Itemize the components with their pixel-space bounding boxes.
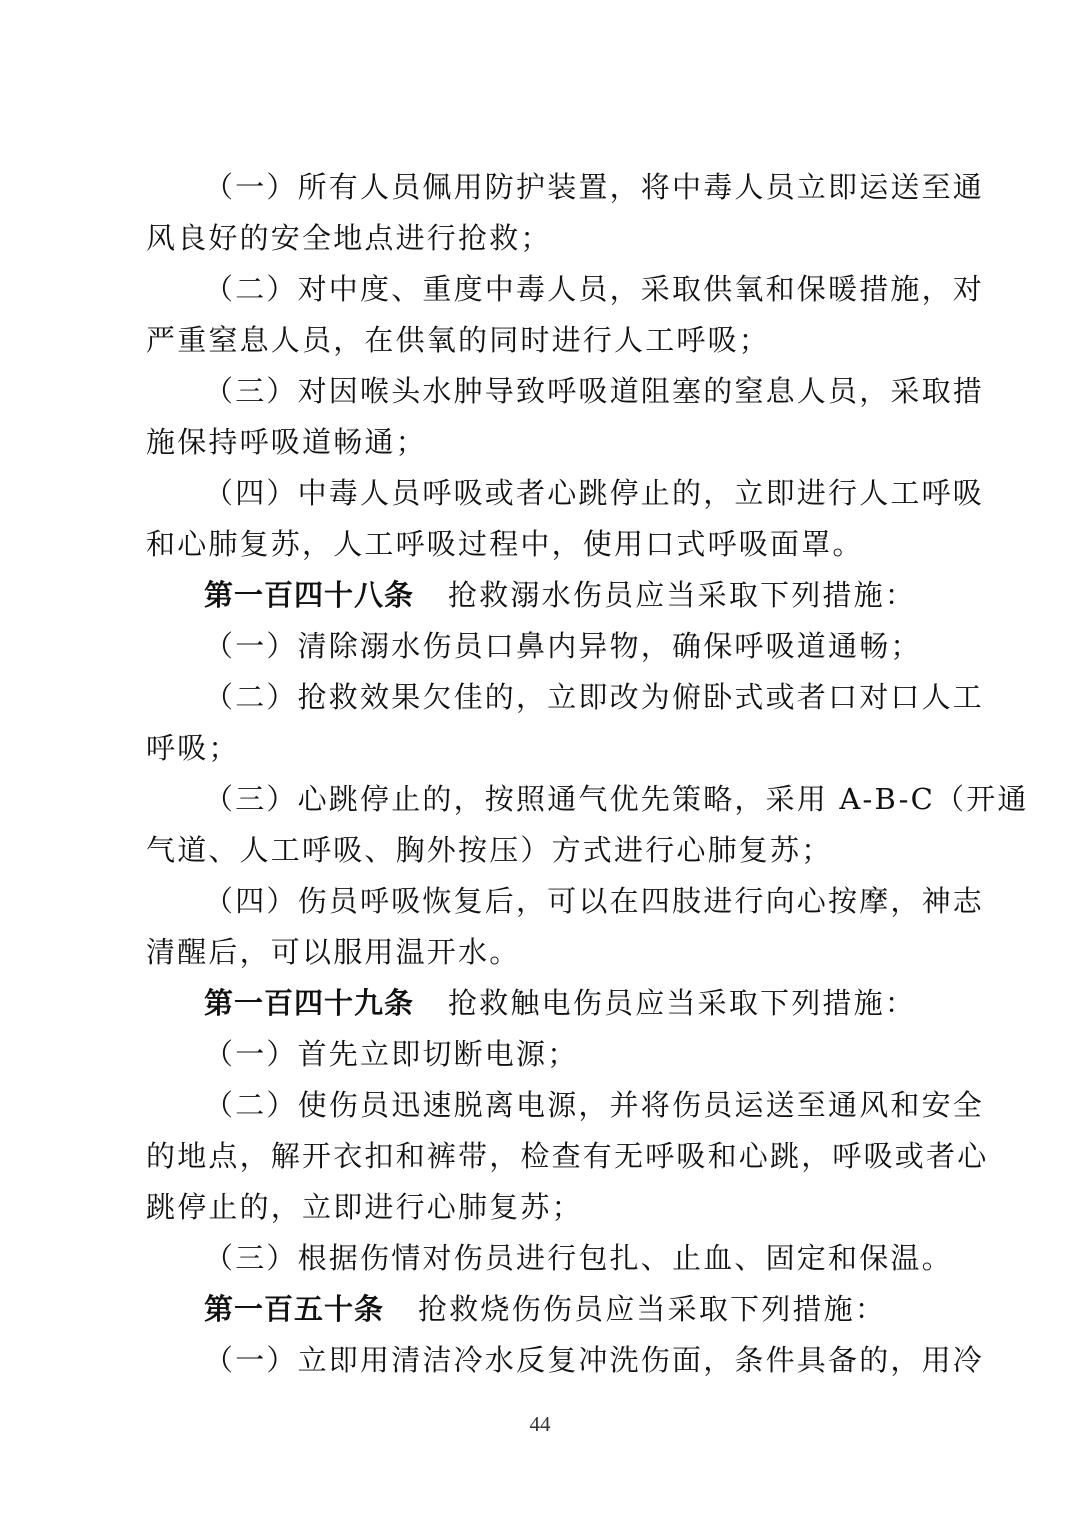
paragraph-line: 的地点，解开衣扣和裤带，检查有无呼吸和心跳，呼吸或者心 xyxy=(146,1139,989,1173)
paragraph-line: （四）中毒人员呼吸或者心跳停止的，立即进行人工呼吸 xyxy=(204,476,985,510)
paragraph-line: （三）对因喉头水肿导致呼吸道阻塞的窒息人员，采取措 xyxy=(204,374,985,408)
article-heading-148 xyxy=(146,570,936,621)
article-heading-149 xyxy=(146,978,936,1029)
article-heading-150 xyxy=(146,1284,936,1335)
paragraph-line: 风良好的安全地点进行抢救； xyxy=(146,221,552,255)
paragraph-line: 施保持呼吸道畅通； xyxy=(146,425,427,459)
paragraph-line: （一）清除溺水伤员口鼻内异物，确保呼吸道通畅； xyxy=(204,629,922,663)
body-text xyxy=(146,162,1029,1386)
paragraph-line: （二）抢救效果欠佳的，立即改为俯卧式或者口对口人工 xyxy=(204,680,985,714)
article-number: 第一百四十九条 xyxy=(204,986,415,1020)
paragraph-line: 清醒后，可以服用温开水。 xyxy=(146,935,521,969)
paragraph-line: 严重窒息人员，在供氧的同时进行人工呼吸； xyxy=(146,323,771,357)
paragraph-line: 跳停止的，立即进行心肺复苏； xyxy=(146,1190,583,1224)
paragraph-line: 气道、人工呼吸、胸外按压）方式进行心肺复苏； xyxy=(146,833,833,867)
paragraph-line: 呼吸； xyxy=(146,731,240,765)
article-intro: 抢救触电伤员应当采取下列措施： xyxy=(448,986,917,1020)
paragraph-line: （一）所有人员佩用防护装置，将中毒人员立即运送至通 xyxy=(204,170,985,204)
page-number: 44 xyxy=(529,1412,551,1436)
paragraph-line: （三）根据伤情对伤员进行包扎、止血、固定和保温。 xyxy=(204,1241,953,1275)
paragraph-line: （四）伤员呼吸恢复后，可以在四肢进行向心按摩，神志 xyxy=(204,884,985,918)
paragraph-line: （二）对中度、重度中毒人员，采取供氧和保暖措施，对 xyxy=(204,272,985,306)
article-number: 第一百四十八条 xyxy=(204,578,415,612)
paragraph-line: （一）立即用清洁冷水反复冲洗伤面，条件具备的，用冷 xyxy=(204,1343,985,1377)
paragraph-line: （三）心跳停止的，按照通气优先策略，采用 A-B-C（开通 xyxy=(204,782,1029,816)
article-intro: 抢救烧伤伤员应当采取下列措施： xyxy=(418,1292,887,1326)
paragraph-line: （一）首先立即切断电源； xyxy=(204,1037,579,1071)
article-intro: 抢救溺水伤员应当采取下列措施： xyxy=(448,578,917,612)
paragraph-line: 和心肺复苏，人工呼吸过程中，使用口式呼吸面罩。 xyxy=(146,527,864,561)
paragraph-line: （二）使伤员迅速脱离电源，并将伤员运送至通风和安全 xyxy=(204,1088,985,1122)
article-number: 第一百五十条 xyxy=(204,1292,385,1326)
